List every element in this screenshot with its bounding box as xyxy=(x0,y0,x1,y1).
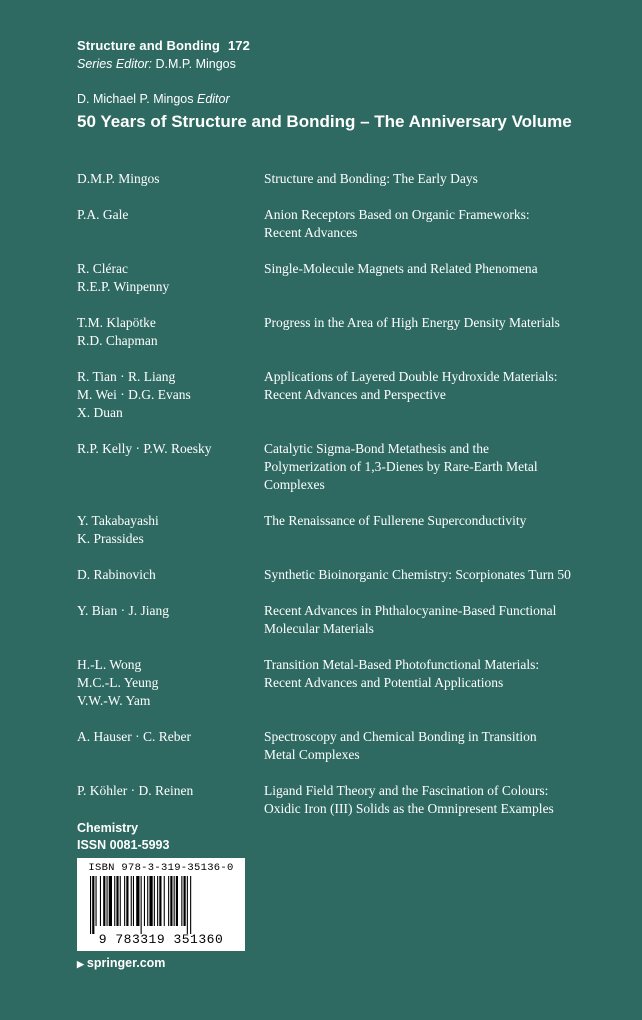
toc-author-line: P. Köhler · D. Reinen xyxy=(77,783,194,798)
barcode-bar xyxy=(126,876,128,926)
barcode-bar xyxy=(92,876,94,934)
toc-title-line: Polymerization of 1,3-Dienes by Rare-Earth Metal xyxy=(264,459,538,474)
toc-entry xyxy=(77,782,617,818)
toc-entry xyxy=(77,440,617,494)
volume-editor-role: Editor xyxy=(196,92,230,106)
barcode-bar xyxy=(154,876,155,926)
toc-title-line: Transition Metal-Based Photofunctional Materials: xyxy=(264,657,540,672)
isbn-barcode xyxy=(77,858,245,951)
toc-title-line: Ligand Field Theory and the Fascination of Colours: xyxy=(264,783,549,798)
publisher-link-label: springer.com xyxy=(86,956,166,970)
barcode-bars xyxy=(86,876,236,934)
barcode-bar xyxy=(184,876,186,926)
volume-editor xyxy=(77,92,230,106)
barcode-bar xyxy=(96,876,97,926)
barcode-bar xyxy=(90,876,91,934)
toc-title-line: Spectroscopy and Chemical Bonding in Transition xyxy=(264,729,537,744)
barcode-bar xyxy=(100,876,101,926)
toc-authors xyxy=(77,206,264,242)
barcode-bar xyxy=(144,876,145,926)
toc-entry xyxy=(77,566,617,584)
barcode-bar xyxy=(124,876,125,926)
toc-title-line: Recent Advances and Potential Applications xyxy=(264,675,504,690)
barcode-bar xyxy=(159,876,161,926)
barcode-bar xyxy=(181,876,182,926)
toc-entry xyxy=(77,602,617,638)
arrow-right-icon: ▶ xyxy=(77,959,84,969)
toc-chapter-title xyxy=(264,170,604,188)
isbn-label: ISBN 978-3-319-35136-0 xyxy=(88,862,234,874)
toc-author-line: M. Wei · D.G. Evans xyxy=(77,387,191,402)
barcode-bar xyxy=(116,876,118,926)
barcode-bar xyxy=(147,876,148,926)
barcode-bar xyxy=(131,876,132,926)
toc-entry xyxy=(77,170,617,188)
toc-author-line: M.C.-L. Yeung xyxy=(77,675,159,690)
toc-author-line: T.M. Klapötke xyxy=(77,315,156,330)
toc-title-line: Metal Complexes xyxy=(264,747,360,762)
toc-title-line: Molecular Materials xyxy=(264,621,374,636)
toc-authors xyxy=(77,728,264,764)
toc-chapter-title xyxy=(264,728,604,764)
toc-title-line: Progress in the Area of High Energy Density Materials xyxy=(264,315,560,330)
toc-author-line: D.M.P. Mingos xyxy=(77,171,160,186)
toc-title-line: Recent Advances in Phthalocyanine-Based Functional xyxy=(264,603,557,618)
table-of-contents xyxy=(77,170,617,836)
toc-title-line: Recent Advances and Perspective xyxy=(264,387,446,402)
toc-chapter-title xyxy=(264,512,604,548)
toc-authors xyxy=(77,512,264,548)
barcode-bar xyxy=(174,876,175,926)
series-header xyxy=(77,38,250,71)
toc-entry xyxy=(77,368,617,422)
toc-chapter-title xyxy=(264,368,604,422)
toc-title-line: Structure and Bonding: The Early Days xyxy=(264,171,478,186)
barcode-bar xyxy=(114,876,115,926)
toc-chapter-title xyxy=(264,440,604,494)
subject-label: Chemistry xyxy=(77,821,139,835)
toc-author-line: R. Clérac xyxy=(77,261,128,276)
toc-title-line: Complexes xyxy=(264,477,325,492)
barcode-bar xyxy=(141,876,142,934)
series-editor-label: Series Editor: xyxy=(77,57,153,71)
barcode-bar xyxy=(187,876,188,934)
toc-title-line: Oxidic Iron (III) Solids as the Omnipresent Examples xyxy=(264,801,554,816)
subject-block xyxy=(77,820,169,854)
toc-author-line: D. Rabinovich xyxy=(77,567,156,582)
volume-editor-name: D. Michael P. Mingos xyxy=(77,92,194,106)
toc-author-line: R.D. Chapman xyxy=(77,333,158,348)
barcode-bar xyxy=(120,876,121,926)
toc-author-line: V.W.-W. Yam xyxy=(77,693,151,708)
barcode-bar xyxy=(168,876,169,926)
toc-title-line: Anion Receptors Based on Organic Frameworks: xyxy=(264,207,530,222)
barcode-bar xyxy=(133,876,134,926)
toc-title-line: Applications of Layered Double Hydroxide Materials: xyxy=(264,369,558,384)
toc-chapter-title xyxy=(264,602,604,638)
toc-title-line: Single-Molecule Magnets and Related Phenomena xyxy=(264,261,538,276)
toc-chapter-title xyxy=(264,782,604,818)
toc-entry xyxy=(77,656,617,710)
toc-author-line: R. Tian · R. Liang xyxy=(77,369,176,384)
toc-authors xyxy=(77,602,264,638)
barcode-bar xyxy=(190,876,191,934)
toc-authors xyxy=(77,440,264,494)
isbn-digits: 9 783319 351360 xyxy=(98,932,224,947)
barcode-bar xyxy=(170,876,172,926)
toc-authors xyxy=(77,782,264,818)
toc-authors xyxy=(77,566,264,584)
toc-authors xyxy=(77,260,264,296)
series-number: 172 xyxy=(227,38,250,53)
toc-chapter-title xyxy=(264,566,604,584)
toc-entry xyxy=(77,206,617,242)
toc-authors xyxy=(77,368,264,422)
barcode-bar xyxy=(164,876,165,926)
barcode-bar xyxy=(107,876,108,926)
toc-author-line: Y. Bian · J. Jiang xyxy=(77,603,170,618)
toc-author-line: A. Hauser · C. Reber xyxy=(77,729,191,744)
toc-author-line: P.A. Gale xyxy=(77,207,129,222)
toc-authors xyxy=(77,314,264,350)
toc-author-line: X. Duan xyxy=(77,405,123,420)
toc-title-line: Synthetic Bioinorganic Chemistry: Scorpionates Turn 50 xyxy=(264,567,571,582)
series-editor-line xyxy=(77,57,250,71)
barcode-bar xyxy=(149,876,152,926)
toc-authors xyxy=(77,170,264,188)
toc-entry xyxy=(77,260,617,296)
barcode-bar xyxy=(109,876,112,926)
barcode-bar xyxy=(136,876,139,926)
toc-author-line: H.-L. Wong xyxy=(77,657,142,672)
toc-author-line: R.E.P. Winpenny xyxy=(77,279,170,294)
toc-entry xyxy=(77,512,617,548)
toc-author-line: R.P. Kelly · P.W. Roesky xyxy=(77,441,212,456)
toc-chapter-title xyxy=(264,206,604,242)
toc-chapter-title xyxy=(264,260,604,296)
toc-title-line: The Renaissance of Fullerene Superconductivity xyxy=(264,513,527,528)
publisher-link[interactable] xyxy=(77,956,165,970)
toc-entry xyxy=(77,314,617,350)
toc-author-line: K. Prassides xyxy=(77,531,144,546)
toc-chapter-title xyxy=(264,656,604,710)
toc-author-line: Y. Takabayashi xyxy=(77,513,159,528)
toc-entry xyxy=(77,728,617,764)
barcode-bar xyxy=(157,876,158,926)
toc-title-line: Catalytic Sigma-Bond Metathesis and the xyxy=(264,441,489,456)
series-title: Structure and Bonding xyxy=(77,38,220,53)
barcode-bar xyxy=(103,876,105,926)
toc-chapter-title xyxy=(264,314,604,350)
series-title-line xyxy=(77,38,250,53)
toc-title-line: Recent Advances xyxy=(264,225,358,240)
series-editor-name: D.M.P. Mingos xyxy=(155,57,236,71)
barcode-bar xyxy=(176,876,178,926)
issn-label: ISSN 0081-5993 xyxy=(77,838,170,852)
volume-title: 50 Years of Structure and Bonding – The Anniversary Volume xyxy=(77,112,572,131)
toc-authors xyxy=(77,656,264,710)
